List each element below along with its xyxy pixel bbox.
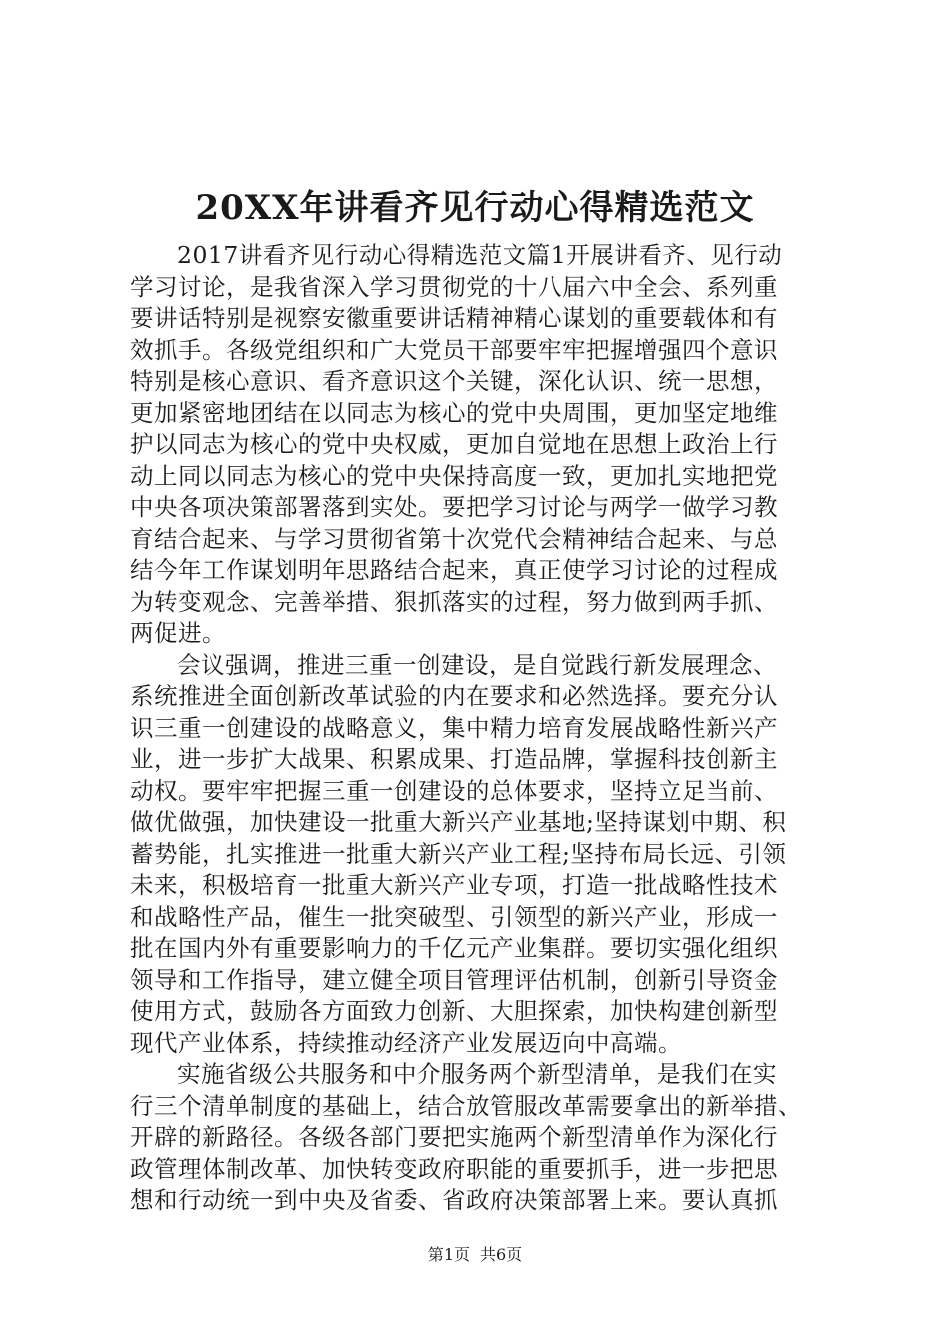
text-line: 业，进一步扩大战果、积累成果、打造品牌，掌握科技创新主 bbox=[130, 745, 778, 773]
text-line: 行三个清单制度的基础上，结合放管服改革需要拿出的新举措、 bbox=[130, 1091, 802, 1120]
page-footer bbox=[0, 1244, 950, 1266]
text-line: 两促进。 bbox=[130, 619, 226, 647]
text-line: 未来，积极培育一批重大新兴产业专项，打造一批战略性技术 bbox=[130, 871, 778, 899]
text-line: 为转变观念、完善举措、狠抓落实的过程，努力做到两手抓、 bbox=[130, 587, 778, 616]
document-title: 20XX年讲看齐见行动心得精选范文 bbox=[195, 188, 755, 228]
text-line: 识三重一创建设的战略意义，集中精力培育发展战略性新兴产 bbox=[130, 713, 778, 742]
text-line: 和战略性产品，催生一批突破型、引领型的新兴产业，形成一 bbox=[130, 902, 778, 931]
text-line: 2017讲看齐见行动心得精选范文篇1开展讲看齐、见行动 bbox=[177, 241, 783, 269]
text-line: 做优做强，加快建设一批重大新兴产业基地;坚持谋划中期、积 bbox=[130, 808, 787, 836]
text-line: 会议强调，推进三重一创建设，是自觉践行新发展理念、 bbox=[177, 650, 777, 679]
text-line: 实施省级公共服务和中介服务两个新型清单，是我们在实 bbox=[177, 1060, 777, 1088]
text-line: 政管理体制改革、加快转变政府职能的重要抓手，进一步把思 bbox=[130, 1154, 778, 1183]
document-body bbox=[130, 240, 830, 1217]
text-line: 想和行动统一到中央及省委、省政府决策部署上来。要认真抓 bbox=[130, 1186, 778, 1214]
text-line: 现代产业体系，持续推动经济产业发展迈向中高端。 bbox=[130, 1028, 682, 1057]
page-total: 共6页 bbox=[480, 1245, 523, 1264]
text-line: 要讲话特别是视察安徽重要讲话精神精心谋划的重要载体和有 bbox=[130, 304, 778, 332]
text-line: 使用方式，鼓励各方面致力创新、大胆探索，加快构建创新型 bbox=[130, 997, 778, 1025]
text-line: 特别是核心意识、看齐意识这个关键，深化认识、统一思想， bbox=[130, 367, 778, 395]
text-line: 效抓手。各级党组织和广大党员干部要牢牢把握增强四个意识 bbox=[130, 335, 778, 364]
text-line: 蓄势能，扎实推进一批重大新兴产业工程;坚持布局长远、引领 bbox=[130, 839, 787, 868]
text-line: 批在国内外有重要影响力的千亿元产业集群。要切实强化组织 bbox=[130, 934, 778, 962]
text-line: 动权。要牢牢把握三重一创建设的总体要求，坚持立足当前、 bbox=[130, 776, 778, 805]
page-number: 第1页 bbox=[427, 1245, 470, 1264]
text-line: 育结合起来、与学习贯彻省第十次党代会精神结合起来、与总 bbox=[130, 524, 778, 553]
text-line: 系统推进全面创新改革试验的内在要求和必然选择。要充分认 bbox=[130, 682, 778, 710]
text-line: 结今年工作谋划明年思路结合起来，真正使学习讨论的过程成 bbox=[130, 556, 778, 584]
text-line: 更加紧密地团结在以同志为核心的党中央周围，更加坚定地维 bbox=[130, 398, 778, 427]
text-line: 动上同以同志为核心的党中央保持高度一致，更加扎实地把党 bbox=[130, 461, 778, 490]
text-line: 学习讨论，是我省深入学习贯彻党的十八届六中全会、系列重 bbox=[130, 272, 778, 301]
text-line: 中央各项决策部署落到实处。要把学习讨论与两学一做学习教 bbox=[130, 493, 778, 521]
text-line: 护以同志为核心的党中央权威，更加自觉地在思想上政治上行 bbox=[130, 430, 778, 458]
text-line: 领导和工作指导，建立健全项目管理评估机制，创新引导资金 bbox=[130, 965, 778, 994]
text-line: 开辟的新路径。各级各部门要把实施两个新型清单作为深化行 bbox=[130, 1123, 778, 1151]
